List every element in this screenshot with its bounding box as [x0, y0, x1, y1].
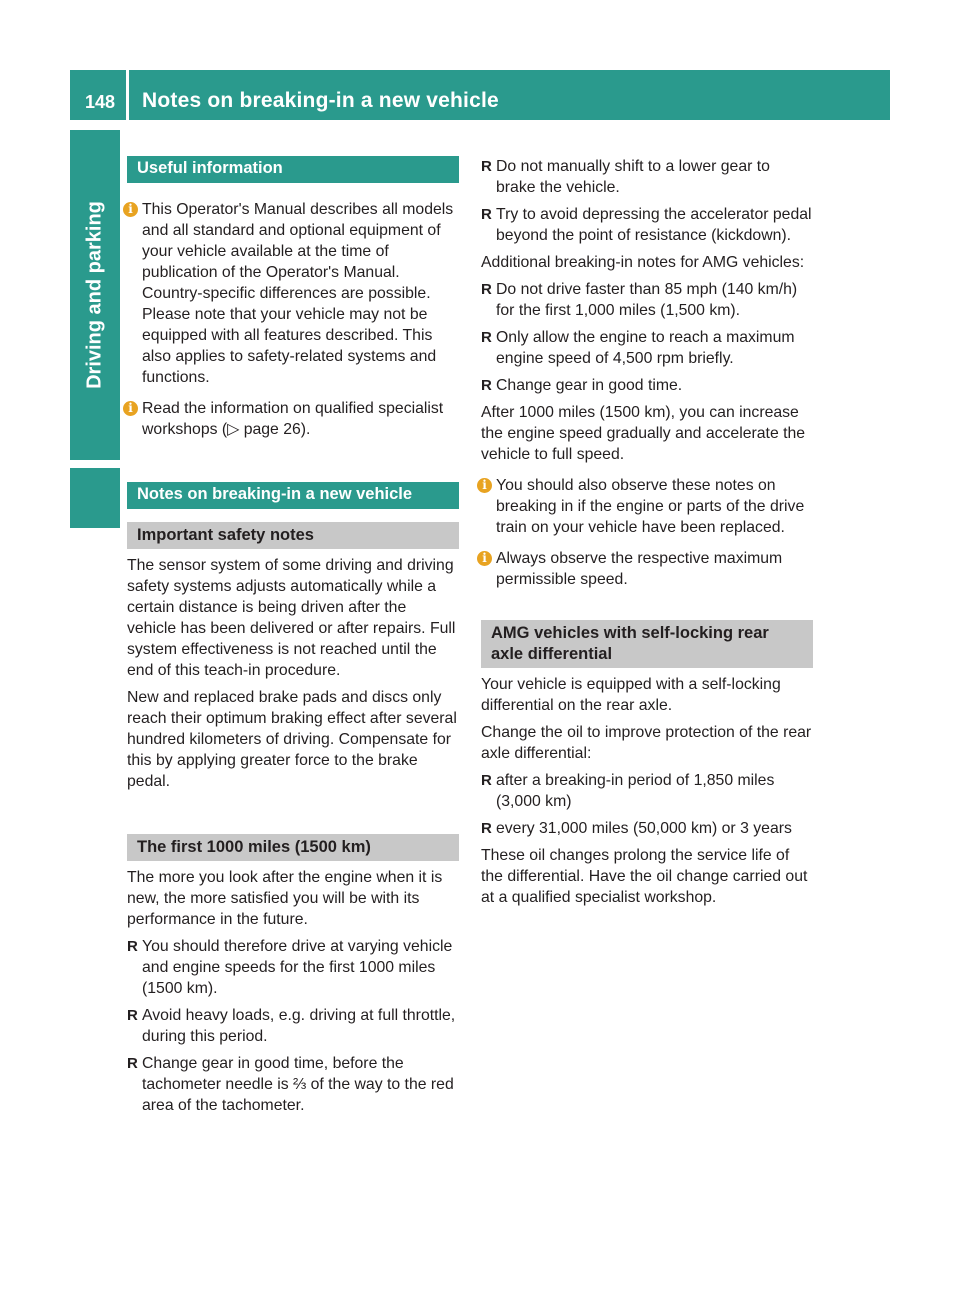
bullet-icon: R	[481, 772, 492, 789]
page-title: Notes on breaking-in a new vehicle	[142, 89, 499, 112]
info-note	[127, 199, 459, 388]
bullet-icon: R	[481, 329, 492, 346]
bullet-icon: R	[127, 1055, 138, 1072]
list-item-text: Change gear in good time, before the tachometer needle is ⅔ of the way to the red area of the tachometer.	[142, 1055, 454, 1114]
info-note	[127, 398, 459, 440]
paragraph: The more you look after the engine when it is new, the more satisfied you will be with its performance in the future.	[127, 869, 443, 928]
info-icon: i	[123, 401, 138, 416]
list-item-text: every 31,000 miles (50,000 km) or 3 years	[496, 820, 792, 837]
chapter-side-tab-marker	[70, 468, 120, 528]
section-heading-breaking-in: Notes on breaking-in a new vehicle	[127, 482, 459, 509]
info-note-text: You should also observe these notes on breaking in if the engine or parts of the drive train on your vehicle have been replaced.	[496, 477, 805, 536]
paragraph: The sensor system of some driving and driving safety systems adjusts automatically while a certain distance is being driven after the vehicle has been delivered or after repairs. Full system effectiveness is not reached until the end of this teach-in procedure.	[127, 557, 456, 679]
list-item	[127, 1053, 459, 1116]
paragraph: Your vehicle is equipped with a self-locking differential on the rear axle.	[481, 676, 781, 714]
chapter-side-tab-label: Driving and parking	[83, 201, 106, 389]
bullet-icon: R	[481, 377, 492, 394]
info-note-text: Read the information on qualified specialist workshops (▷ page 26).	[142, 400, 444, 438]
list-item-text: Avoid heavy loads, e.g. driving at full throttle, during this period.	[142, 1007, 456, 1045]
bullet-icon: R	[481, 281, 492, 298]
list-item-text: Do not drive faster than 85 mph (140 km/h) for the first 1,000 miles (1,500 km).	[496, 281, 798, 319]
page-number: 148	[85, 92, 116, 112]
bullet-icon: R	[481, 820, 492, 837]
list-item	[481, 770, 813, 812]
subheading-important-safety-notes: Important safety notes	[127, 522, 459, 549]
list-item	[481, 279, 813, 321]
list-item	[481, 818, 813, 839]
info-icon: i	[477, 478, 492, 493]
list-item-text: Try to avoid depressing the accelerator pedal beyond the point of resistance (kickdown).	[496, 206, 812, 244]
bullet-icon: R	[481, 158, 492, 175]
info-icon: i	[123, 202, 138, 217]
list-item-text: Do not manually shift to a lower gear to brake the vehicle.	[496, 158, 770, 196]
bullet-icon: R	[127, 938, 138, 955]
section-heading-useful-information: Useful information	[127, 156, 459, 183]
header-divider	[126, 70, 129, 120]
info-note-text: Always observe the respective maximum permissible speed.	[496, 550, 783, 588]
right-column	[481, 156, 813, 908]
paragraph: New and replaced brake pads and discs only reach their optimum braking effect after several hundred kilometers of driving. Compensate for this by applying greater force to the brake pedal.	[127, 689, 457, 790]
list-item-text: after a breaking-in period of 1,850 miles (3,000 km)	[496, 772, 775, 810]
list-item	[481, 156, 813, 198]
bullet-icon: R	[481, 206, 492, 223]
list-item-text: Change gear in good time.	[496, 377, 683, 394]
info-icon: i	[477, 551, 492, 566]
list-item	[127, 936, 459, 999]
info-note	[481, 475, 813, 538]
list-item	[481, 327, 813, 369]
paragraph: Change the oil to improve protection of the rear axle differential:	[481, 724, 812, 762]
bullet-icon: R	[127, 1007, 138, 1024]
paragraph: These oil changes prolong the service life of the differential. Have the oil change carried out at a qualified specialist workshop.	[481, 847, 808, 906]
list-item-text: Only allow the engine to reach a maximum engine speed of 4,500 rpm briefly.	[496, 329, 795, 367]
subheading-amg-self-locking-differential: AMG vehicles with self-locking rear axle differential	[481, 620, 813, 668]
info-note-text: This Operator's Manual describes all models and all standard and optional equipment of your vehicle available at the time of publication of the Operator's Manual. Country-specific differences are possible. Please note that your vehicle may not be equipped with all features described. This also applies to safety-related systems and functions.	[142, 201, 454, 386]
list-item	[127, 1005, 459, 1047]
paragraph: Additional breaking-in notes for AMG vehicles:	[481, 254, 805, 271]
list-item	[481, 375, 813, 396]
left-column	[127, 156, 459, 1116]
info-note	[481, 548, 813, 590]
list-item-text: You should therefore drive at varying vehicle and engine speeds for the first 1000 miles (1500 km).	[142, 938, 453, 997]
paragraph: After 1000 miles (1500 km), you can increase the engine speed gradually and accelerate the vehicle to full speed.	[481, 404, 806, 463]
subheading-first-1000-miles: The first 1000 miles (1500 km)	[127, 834, 459, 861]
list-item	[481, 204, 813, 246]
